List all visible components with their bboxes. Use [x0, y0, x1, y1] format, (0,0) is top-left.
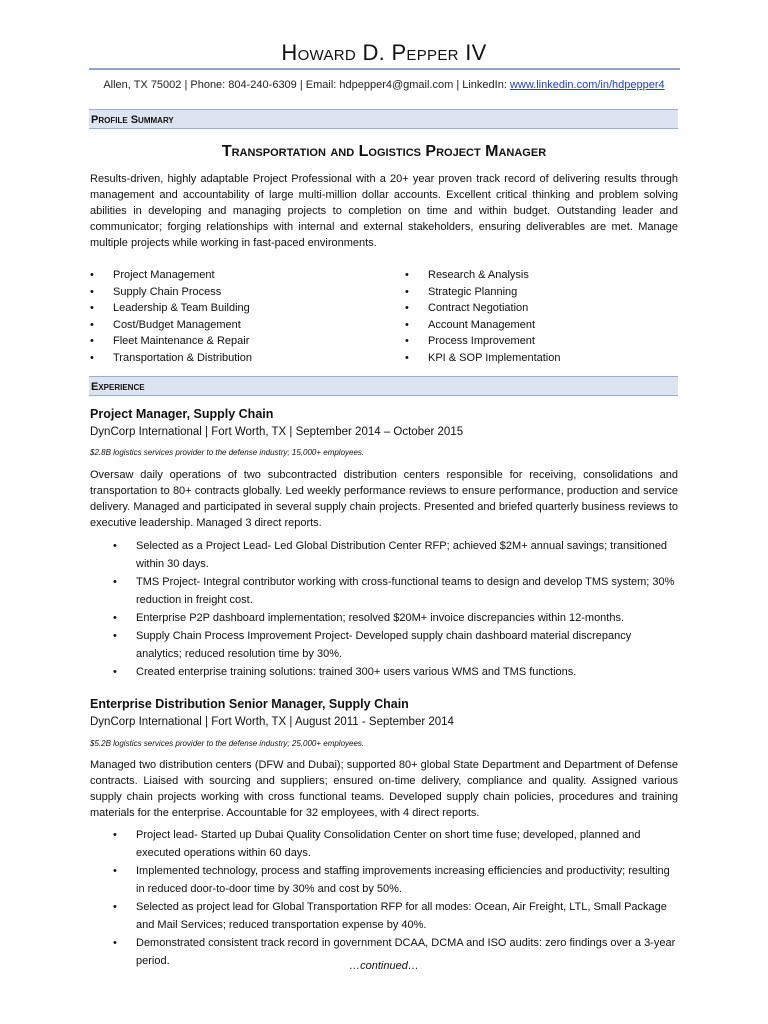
contact-line [0, 79, 768, 91]
achievement-item: • Supply Chain Process Improvement Project- Developed supply chain dashboard material discrepancy analytics; reduced resolution time by 30%. [113, 627, 676, 663]
job-achievements [113, 537, 676, 681]
skill-item: • Strategic Planning [405, 284, 560, 301]
skill-item: • Supply Chain Process [90, 284, 252, 301]
skill-item: • Transportation & Distribution [90, 350, 252, 367]
skill-item: • Research & Analysis [405, 267, 560, 284]
skill-item: • Process Improvement [405, 333, 560, 350]
job-description: Oversaw daily operations of two subcontracted distribution centers responsible for receiving, consolidations and transportation to 80+ contracts globally. Led weekly performance reviews to ensure performance, production and service delivery. Managed and participated in several supply chain projects. Presented and briefed quarterly business reviews to executive leadership. Managed 3 direct reports. [90, 469, 678, 529]
skill-item: • Fleet Maintenance & Repair [90, 333, 252, 350]
skills-list-left [90, 267, 252, 367]
skill-item: • Account Management [405, 317, 560, 334]
skills-list-right [405, 267, 560, 367]
job-title: Enterprise Distribution Senior Manager, Supply Chain [90, 697, 409, 711]
profile-summary-header: Profile Summary [89, 109, 678, 129]
job-description: Managed two distribution centers (DFW and Dubai); supported 80+ global State Department and Department of Defense contracts. Liaised with sourcing and suppliers; ensured on-time delivery, compliance and quality. Assigned various supply chain projects working with cross functional teams. Developed supply chain policies, procedures and training materials for the enterprise. Accountable for 32 employees, with 4 direct reports. [90, 759, 678, 819]
achievement-item: • TMS Project- Integral contributor working with cross-functional teams to design and develop TMS system; 30% reduction in freight cost. [113, 573, 676, 609]
job-employer-line: DynCorp International | Fort Worth, TX | August 2011 - September 2014 [90, 716, 454, 728]
linkedin-link[interactable]: www.linkedin.com/in/hdpepper4 [509, 79, 665, 91]
achievement-item: • Created enterprise training solutions: trained 300+ users various WMS and TMS functions. [113, 663, 676, 681]
profile-headline: Transportation and Logistics Project Manager [221, 143, 547, 160]
skill-item: • Leadership & Team Building [90, 300, 252, 317]
job-title: Project Manager, Supply Chain [90, 407, 274, 421]
experience-header: Experience [89, 376, 678, 396]
achievement-item: • Project lead- Started up Dubai Quality Consolidation Center on short time fuse; developed, planned and executed operations within 60 days. [113, 826, 676, 862]
skill-item: • KPI & SOP Implementation [405, 350, 560, 367]
skill-item: • Contract Negotiation [405, 300, 560, 317]
skill-item: • Project Management [90, 267, 252, 284]
resume-name: Howard D. Pepper IV [281, 40, 487, 65]
employer-note: $5.2B logistics services provider to the defense industry; 25,000+ employees. [90, 739, 365, 748]
job-employer-line: DynCorp International | Fort Worth, TX | September 2014 – October 2015 [90, 426, 464, 438]
achievement-item: • Enterprise P2P dashboard implementation; resolved $20M+ invoice discrepancies within 12-months. [113, 609, 676, 627]
continued-marker: …continued… [349, 960, 419, 972]
achievement-item: • Implemented technology, process and staffing improvements increasing efficiencies and productivity; resulting in reduced door-to-door time by 30% and cost by 50%. [113, 862, 676, 898]
achievement-item: • Selected as a Project Lead- Led Global Distribution Center RFP; achieved $2M+ annual savings; transitioned within 30 days. [113, 537, 676, 573]
employer-note: $2.8B logistics services provider to the defense industry; 15,000+ employees. [90, 448, 365, 457]
header-divider [89, 68, 680, 70]
skill-item: • Cost/Budget Management [90, 317, 252, 334]
achievement-item: • Selected as project lead for Global Transportation RFP for all modes: Ocean, Air Freight, LTL, Small Package and Mail Services; reduced transportation expense by 40%. [113, 898, 676, 934]
profile-summary-text: Results-driven, highly adaptable Project Professional with a 20+ year proven track record of delivering results through management and accountability of large multi-million dollar accounts. Excellent critical thinking and problem solving abilities in developing and managing projects to completion on time and within budget. Outstanding leader and communicator; forging relationships with internal and external stakeholders, ensuring deliverables are met. Manage multiple projects while working in fast-paced environments. [90, 173, 678, 249]
job-achievements [113, 826, 676, 970]
contact-details: Allen, TX 75002 | Phone: 804-240-6309 | Email: hdpepper4@gmail.com | LinkedIn: [103, 79, 510, 91]
achievement-item: • Demonstrated consistent track record in government DCAA, DCMA and ISO audits: zero findings over a 3-year period. [113, 934, 676, 970]
